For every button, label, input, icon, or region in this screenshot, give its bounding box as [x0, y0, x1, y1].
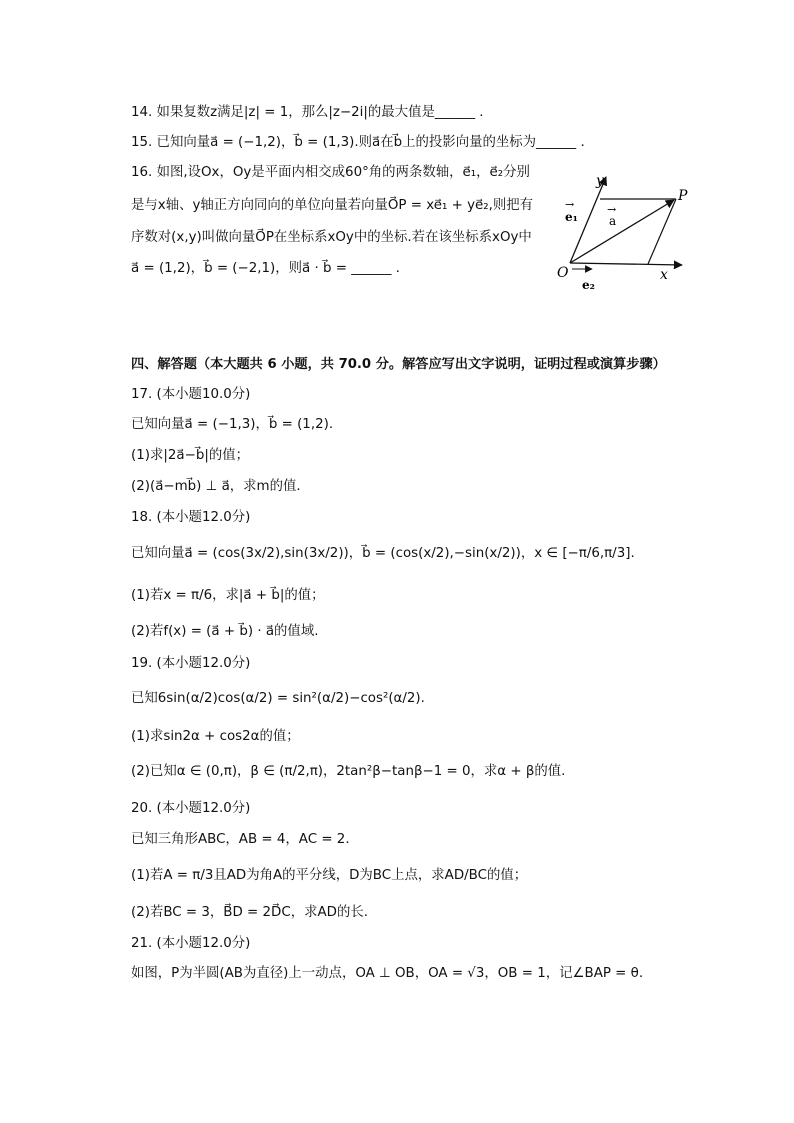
- question-15: [131, 133, 585, 153]
- x-axis: [570, 263, 682, 265]
- section-4-heading: 四、解答题（本大题共 6 小题，共 70.0 分。解答应写出文字说明，证明过程或演算步骤）: [131, 357, 666, 372]
- label-e2: e₂: [582, 278, 595, 292]
- question-16-line-2: 是与x轴、y轴正方向同向的单位向量若向量O⃗P = xe⃗₁ + ye⃗₂,则把有: [131, 198, 534, 213]
- question-14: [131, 103, 484, 123]
- question-19-part-2: (2)已知α ∈ (0,π)，β ∈ (π/2,π)，2tan²β−tanβ−1 = 0，求α + β的值.: [131, 764, 566, 779]
- question-15-text: 15. 已知向量a⃗ = (−1,2)，b⃗ = (1,3).则a⃗在b⃗上的投影向量的坐标为______ .: [131, 135, 585, 150]
- label-y: y: [596, 173, 604, 189]
- question-17-part-2: (2)(a⃗−mb⃗) ⊥ a⃗，求m的值.: [131, 479, 301, 494]
- label-a: a: [609, 214, 617, 228]
- question-21-header: 21. (本小题12.0分): [131, 936, 251, 951]
- arrow-e1: →: [565, 198, 575, 211]
- question-19-stem: 已知6sin(α/2)cos(α/2) = sin²(α/2)−cos²(α/2).: [131, 691, 425, 706]
- question-18-stem: 已知向量a⃗ = (cos(3x/2),sin(3x/2))，b⃗ = (cos(x/2),−sin(x/2))，x ∈ [−π/6,π/3].: [131, 546, 635, 561]
- question-21-stem: 如图，P为半圆(AB为直径)上一动点，OA ⊥ OB，OA = √3，OB = 1，记∠BAP = θ.: [131, 966, 644, 981]
- question-19-part-1: (1)求sin2α + cos2α的值；: [131, 729, 300, 744]
- question-20-header: 20. (本小题12.0分): [131, 801, 251, 816]
- question-20-stem: 已知三角形ABC，AB = 4，AC = 2.: [131, 832, 350, 847]
- question-14-text: 14. 如果复数z满足|z| = 1，那么|z−2i|的最大值是______ .: [131, 105, 484, 120]
- question-17-part-1: (1)求|2a⃗−b⃗|的值；: [131, 448, 249, 463]
- label-e1: e₁: [565, 210, 578, 224]
- label-o: O: [557, 265, 569, 281]
- question-17-header: 17. (本小题10.0分): [131, 387, 251, 402]
- question-20-part-2: (2)若BC = 3，B⃗D = 2D⃗C，求AD的长.: [131, 905, 369, 920]
- question-19-header: 19. (本小题12.0分): [131, 656, 251, 671]
- question-18-part-1: (1)若x = π/6，求|a⃗ + b⃗|的值；: [131, 588, 325, 603]
- question-18-header: 18. (本小题12.0分): [131, 510, 251, 525]
- label-p: P: [678, 188, 688, 204]
- question-16-line-4: a⃗ = (1,2)，b⃗ = (−2,1)，则a⃗ · b⃗ = ______ .: [131, 261, 400, 276]
- question-17-stem: 已知向量a⃗ = (−1,3)，b⃗ = (1,2).: [131, 417, 334, 432]
- question-16-line-1: 16. 如图,设Ox，Oy是平面内相交成60°角的两条数轴，e⃗₁，e⃗₂分别: [131, 165, 530, 180]
- question-16-line-3: 序数对(x,y)叫做向量O⃗P在坐标系xOy中的坐标.若在该坐标系xOy中: [131, 230, 532, 245]
- arrow-a: →: [607, 203, 617, 216]
- label-x: x: [660, 267, 668, 283]
- question-16-number: 16.: [131, 165, 157, 180]
- parallelogram-right: [648, 199, 676, 264]
- question-20-part-1: (1)若A = π/3且AD为角A的平分线，D为BC上点，求AD/BC的值；: [131, 868, 528, 883]
- question-18-part-2: (2)若f(x) = (a⃗ + b⃗) · a⃗的值域.: [131, 624, 319, 639]
- coordinate-figure: [552, 165, 697, 295]
- vector-op: [570, 200, 674, 263]
